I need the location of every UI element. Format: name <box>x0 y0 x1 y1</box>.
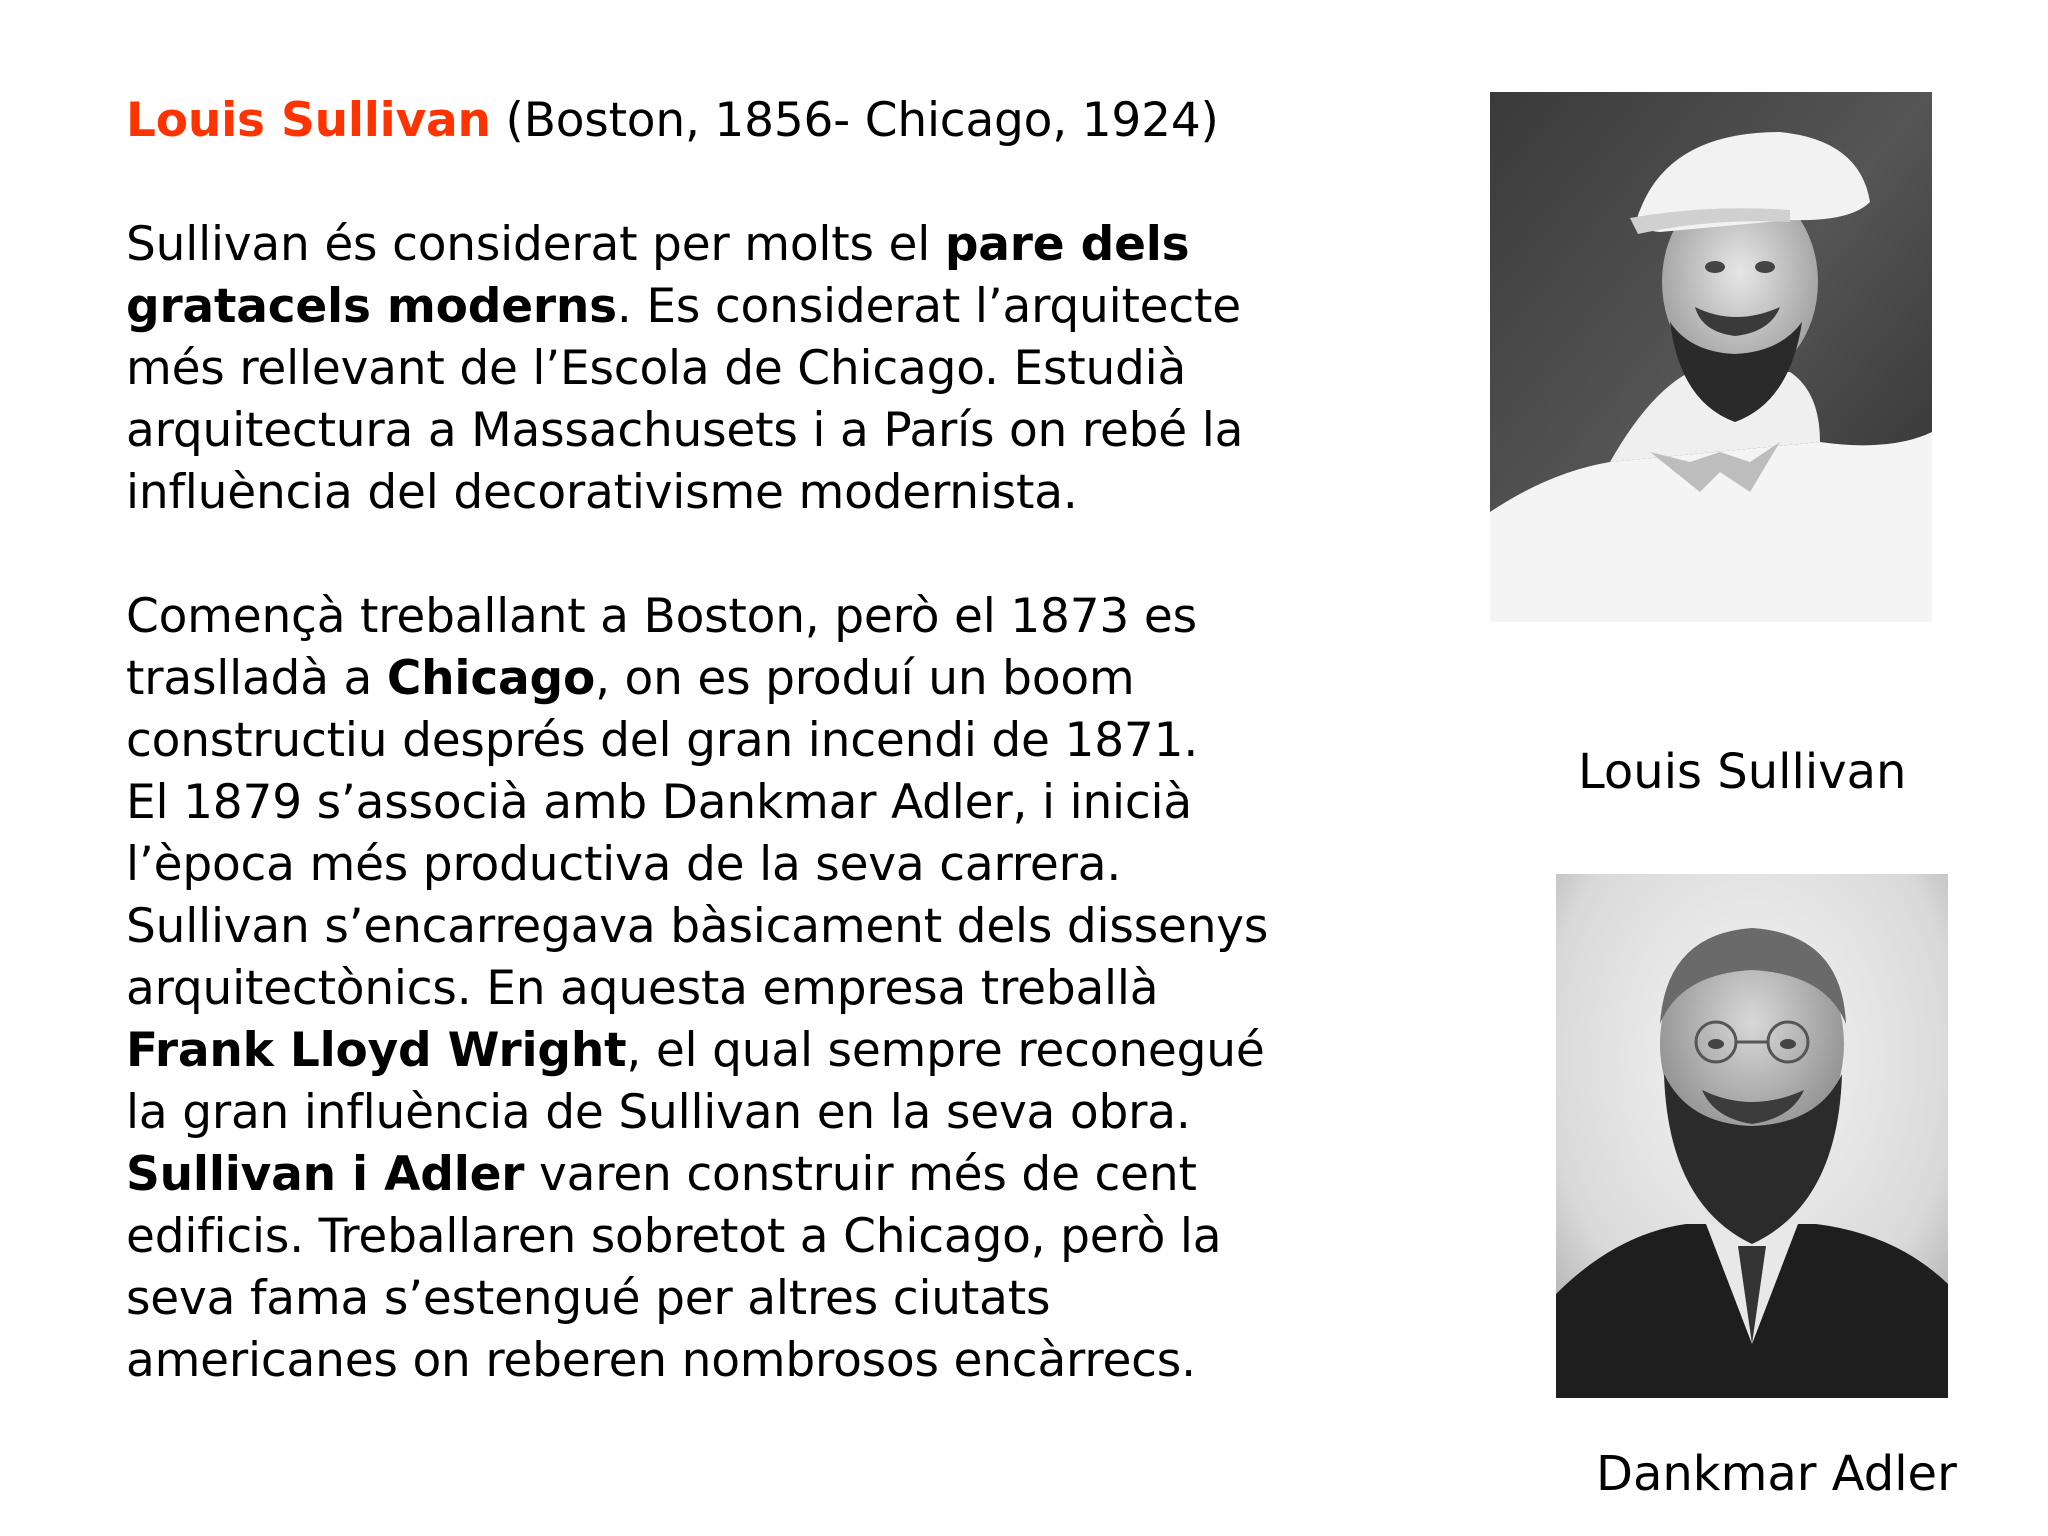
text-line <box>126 710 1306 772</box>
portrait-adler-drawing <box>1556 874 1948 1398</box>
text-line <box>126 834 1306 896</box>
text-line <box>126 896 1306 958</box>
caption-louis-sullivan: Louis Sullivan <box>1578 744 1907 800</box>
text-segment: Sullivan és considerat per molts el <box>126 217 945 272</box>
text-segment: arquitectura a Massachusets i a París on rebé la <box>126 403 1244 458</box>
text-line <box>126 1268 1306 1330</box>
text-line <box>126 338 1306 400</box>
text-segment: més rellevant de l’Escola de Chicago. Estudià <box>126 341 1187 396</box>
text-line <box>126 772 1306 834</box>
bold-text: Frank Lloyd Wright <box>126 1023 627 1078</box>
text-segment: traslladà a <box>126 651 387 706</box>
bold-text: gratacels moderns <box>126 279 617 334</box>
paragraph-career <box>126 586 1306 1392</box>
heading <box>126 90 1306 152</box>
text-segment: constructiu després del gran incendi de 1871. <box>126 713 1199 768</box>
text-line <box>126 1206 1306 1268</box>
portrait-dankmar-adler <box>1556 874 1948 1398</box>
text-segment: Sullivan s’encarregava bàsicament dels dissenys <box>126 899 1269 954</box>
heading-name: Louis Sullivan <box>126 93 491 148</box>
text-line <box>126 214 1306 276</box>
text-line <box>126 276 1306 338</box>
text-line <box>126 1330 1306 1392</box>
portrait-louis-sullivan <box>1490 92 1932 622</box>
text-line <box>126 462 1306 524</box>
text-segment: El 1879 s’associà amb Dankmar Adler, i inicià <box>126 775 1192 830</box>
caption-dankmar-adler: Dankmar Adler <box>1596 1446 1957 1502</box>
portrait-sullivan-drawing <box>1490 92 1932 622</box>
bold-text: pare dels <box>944 217 1190 272</box>
text-segment: seva fama s’estengué per altres ciutats <box>126 1271 1051 1326</box>
text-line <box>126 400 1306 462</box>
heading-dates: (Boston, 1856- Chicago, 1924) <box>490 93 1219 148</box>
text-line <box>126 648 1306 710</box>
paragraph-biography <box>126 214 1306 524</box>
text-line <box>126 1144 1306 1206</box>
text-segment: arquitectònics. En aquesta empresa treballà <box>126 961 1159 1016</box>
text-line <box>126 1082 1306 1144</box>
text-segment: americanes on reberen nombrosos encàrrecs. <box>126 1333 1196 1388</box>
text-line <box>126 586 1306 648</box>
bold-text: Chicago <box>386 651 596 706</box>
text-column <box>126 90 1306 1454</box>
text-segment: . Es considerat l’arquitecte <box>616 279 1241 334</box>
text-line <box>126 958 1306 1020</box>
text-segment: influència del decorativisme modernista. <box>126 465 1078 520</box>
text-segment: edificis. Treballaren sobretot a Chicago, però la <box>126 1209 1222 1264</box>
text-segment: varen construir més de cent <box>524 1147 1197 1202</box>
text-segment: , el qual sempre reconegué <box>626 1023 1265 1078</box>
text-segment: , on es produí un boom <box>595 651 1135 706</box>
text-segment: l’època més productiva de la seva carrera. <box>126 837 1122 892</box>
text-segment: Començà treballant a Boston, però el 1873 es <box>126 589 1197 644</box>
text-segment: la gran influència de Sullivan en la seva obra. <box>126 1085 1191 1140</box>
bold-text: Sullivan i Adler <box>126 1147 525 1202</box>
text-line <box>126 1020 1306 1082</box>
